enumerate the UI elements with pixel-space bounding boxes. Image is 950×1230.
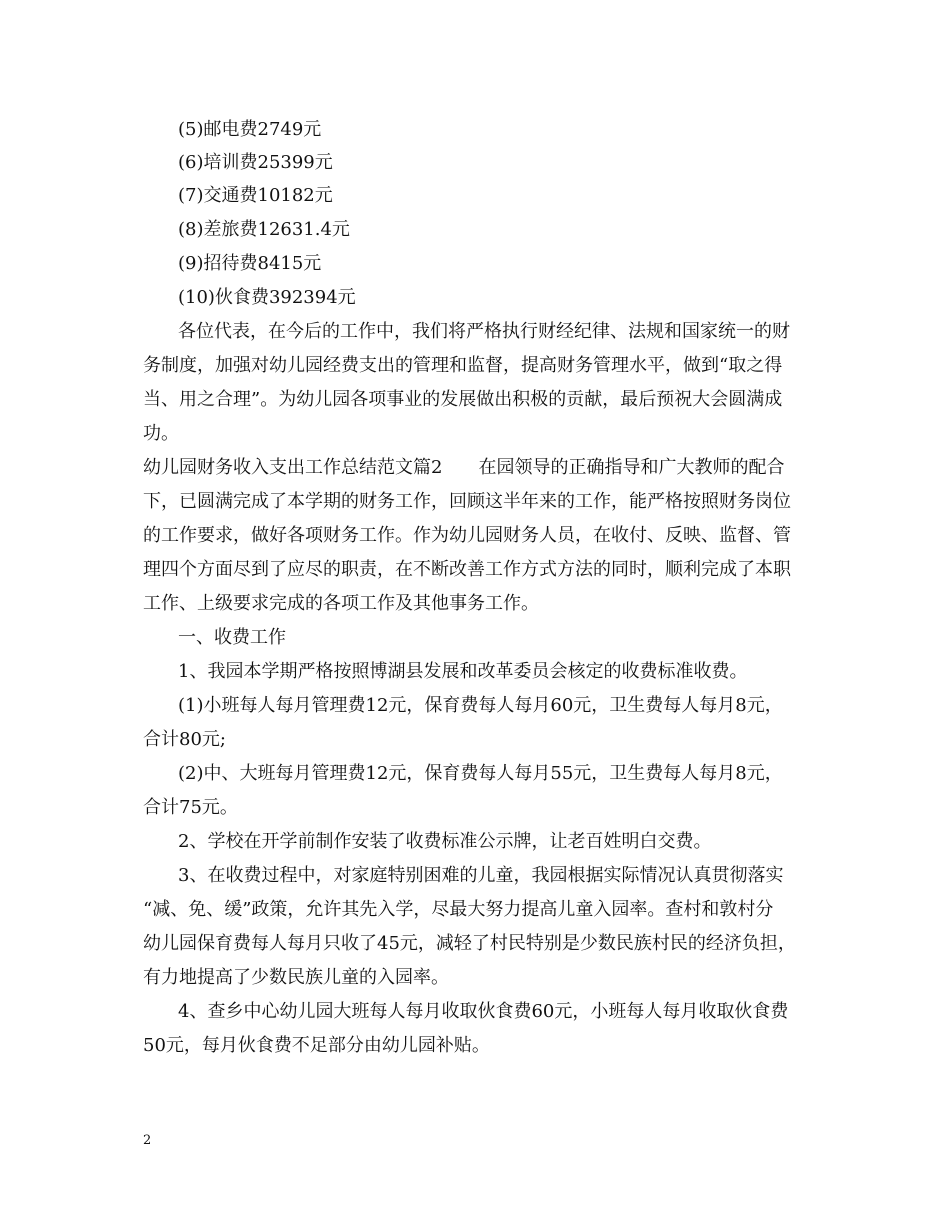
expense-item-hospitality: (9)招待费8415元 bbox=[178, 253, 322, 274]
paragraph-line: 有力地提高了少数民族儿童的入园率。 bbox=[143, 967, 449, 988]
expense-item-travel: (8)差旅费12631.4元 bbox=[178, 219, 350, 240]
expense-item-postal: (5)邮电费2749元 bbox=[178, 119, 322, 140]
fee-standard-line: 合计80元; bbox=[143, 729, 226, 750]
paragraph-line: 工作、上级要求完成的各项工作及其他事务工作。 bbox=[143, 593, 539, 614]
paragraph-line: 功。 bbox=[143, 423, 179, 444]
expense-item-meals: (10)伙食费392394元 bbox=[178, 287, 356, 308]
fee-standard-line: 合计75元。 bbox=[143, 797, 238, 818]
section-heading: 一、收费工作 bbox=[178, 627, 286, 648]
paragraph-line: 幼儿园保育费每人每月只收了45元，减轻了村民特别是少数民族村民的经济负担， bbox=[143, 933, 796, 954]
paragraph-line: 2、学校在开学前制作安装了收费标准公示牌，让老百姓明白交费。 bbox=[178, 831, 712, 852]
paragraph-line: 50元，每月伙食费不足部分由幼儿园补贴。 bbox=[143, 1035, 490, 1056]
paragraph-line: 4、查乡中心幼儿园大班每人每月收取伙食费60元，小班每人每月收取伙食费 bbox=[178, 1001, 789, 1022]
paragraph-line: 当、用之合理”。为幼儿园各项事业的发展做出积极的贡献，最后预祝大会圆满成 bbox=[143, 389, 783, 410]
section-title-line: 幼儿园财务收入支出工作总结范文篇2 在园领导的正确指导和广大教师的配合 bbox=[143, 457, 785, 478]
expense-item-transport: (7)交通费10182元 bbox=[178, 185, 333, 206]
page-number: 2 bbox=[143, 1133, 152, 1148]
fee-standard-line: (2)中、大班每月管理费12元，保育费每人每月55元，卫生费每人每月8元， bbox=[178, 763, 783, 784]
paragraph-line: “减、免、缓”政策，允许其先入学，尽最大努力提高儿童入园率。查村和敦村分 bbox=[143, 899, 774, 920]
paragraph-line: 各位代表，在今后的工作中，我们将严格执行财经纪律、法规和国家统一的财 bbox=[178, 321, 790, 342]
paragraph-line: 务制度，加强对幼儿园经费支出的管理和监督，提高财务管理水平，做到“取之得 bbox=[143, 355, 783, 376]
paragraph-line: 下，已圆满完成了本学期的财务工作，回顾这半年来的工作，能严格按照财务岗位 bbox=[143, 491, 791, 512]
fee-standard-line: (1)小班每人每月管理费12元，保育费每人每月60元，卫生费每人每月8元， bbox=[178, 695, 783, 716]
paragraph-line: 的工作要求，做好各项财务工作。作为幼儿园财务人员，在收付、反映、监督、管 bbox=[143, 525, 791, 546]
paragraph-line: 理四个方面尽到了应尽的职责，在不断改善工作方式方法的同时，顺利完成了本职 bbox=[143, 559, 791, 580]
expense-item-training: (6)培训费25399元 bbox=[178, 152, 333, 173]
paragraph-line: 3、在收费过程中，对家庭特别困难的儿童，我园根据实际情况认真贯彻落实 bbox=[178, 865, 784, 886]
paragraph-line: 1、我园本学期严格按照博湖县发展和改革委员会核定的收费标准收费。 bbox=[178, 661, 748, 682]
